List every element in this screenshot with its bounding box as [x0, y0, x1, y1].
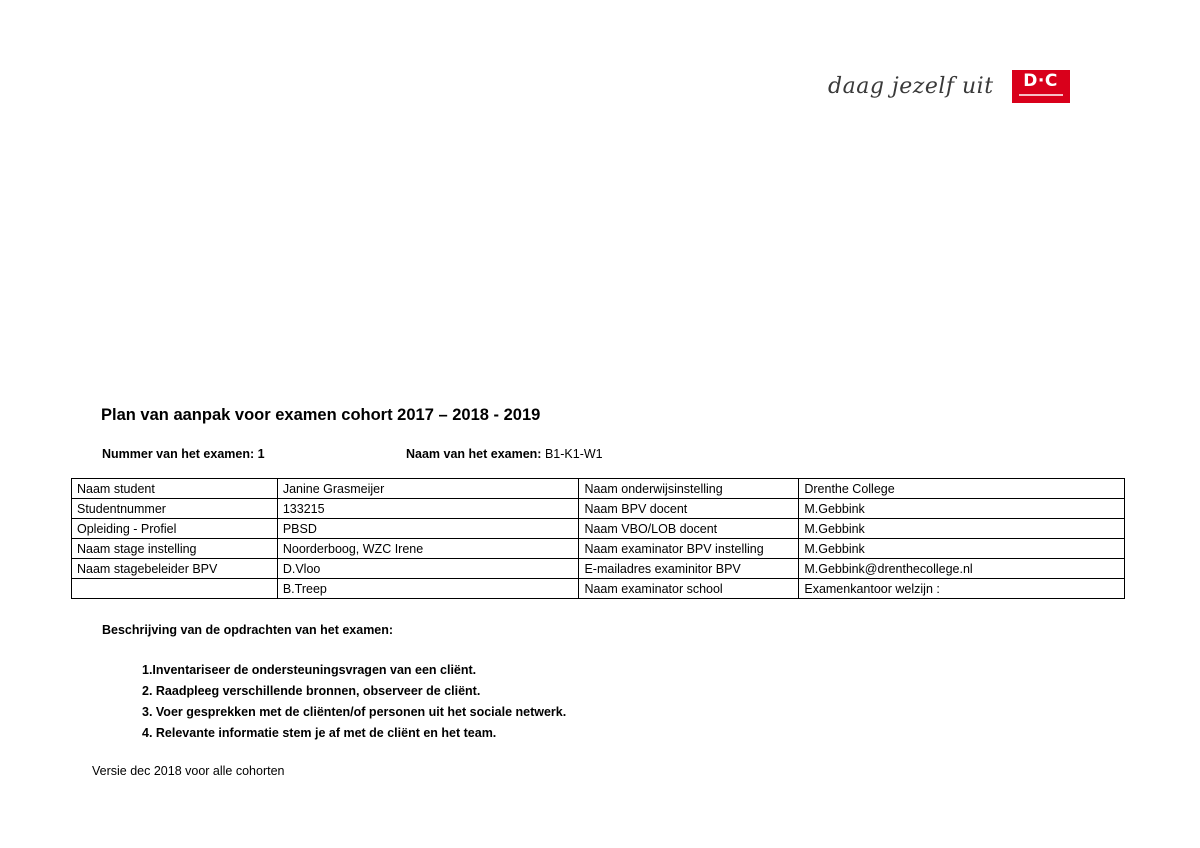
- task-list: [142, 661, 566, 745]
- logo-subline: [1019, 94, 1063, 96]
- table-cell: [72, 579, 278, 599]
- table-row: [72, 479, 1125, 499]
- table-cell: Naam stage instelling: [72, 539, 278, 559]
- header-logo: [828, 70, 1070, 103]
- table-cell: Naam VBO/LOB docent: [579, 519, 799, 539]
- version-note: Versie dec 2018 voor alle cohorten: [92, 764, 285, 778]
- table-row: [72, 579, 1125, 599]
- table-cell: Naam student: [72, 479, 278, 499]
- table-row: [72, 539, 1125, 559]
- logo-text: D·C: [1023, 71, 1058, 91]
- table-cell: 133215: [277, 499, 579, 519]
- table-cell: M.Gebbink: [799, 519, 1125, 539]
- table-cell: PBSD: [277, 519, 579, 539]
- list-item: 1.Inventariseer de ondersteuningsvragen van een cliënt.: [142, 663, 477, 677]
- table-cell: Examenkantoor welzijn :: [799, 579, 1125, 599]
- table-cell: Naam examinator BPV instelling: [579, 539, 799, 559]
- exam-name-value: B1-K1-W1: [544, 447, 603, 461]
- exam-name-label: Naam van het examen:: [406, 447, 542, 461]
- table-cell: M.Gebbink: [799, 499, 1125, 519]
- table-cell: Naam examinator school: [579, 579, 799, 599]
- table-cell: Studentnummer: [72, 499, 278, 519]
- table-cell: Naam onderwijsinstelling: [579, 479, 799, 499]
- table-cell: M.Gebbink@drenthecollege.nl: [799, 559, 1125, 579]
- list-item: 4. Relevante informatie stem je af met de cliënt en het team.: [142, 726, 497, 740]
- table-cell: M.Gebbink: [799, 539, 1125, 559]
- table-cell: D.Vloo: [277, 559, 579, 579]
- document-title: Plan van aanpak voor examen cohort 2017 – 2018 - 2019: [101, 406, 541, 424]
- list-item: 2. Raadpleeg verschillende bronnen, observeer de cliënt.: [142, 684, 481, 698]
- exam-number-label: Nummer van het examen: 1: [102, 447, 265, 461]
- table-cell: Noorderboog, WZC Irene: [277, 539, 579, 559]
- table-cell: Naam stagebeleider BPV: [72, 559, 278, 579]
- table-cell: Drenthe College: [799, 479, 1125, 499]
- exam-number: [102, 447, 265, 461]
- description-heading: Beschrijving van de opdrachten van het examen:: [102, 623, 394, 637]
- tagline: daag jezelf uit: [828, 74, 994, 99]
- table-cell: B.Treep: [277, 579, 579, 599]
- table-row: [72, 519, 1125, 539]
- drenthe-college-logo: [1012, 70, 1070, 103]
- table-cell: Janine Grasmeijer: [277, 479, 579, 499]
- table-row: [72, 559, 1125, 579]
- exam-name: [406, 447, 603, 461]
- table-cell: E-mailadres examinitor BPV: [579, 559, 799, 579]
- table-row: [72, 499, 1125, 519]
- list-item: 3. Voer gesprekken met de cliënten/of personen uit het sociale netwerk.: [142, 705, 567, 719]
- table-cell: Naam BPV docent: [579, 499, 799, 519]
- table-cell: Opleiding - Profiel: [72, 519, 278, 539]
- student-info-table: [71, 478, 1125, 599]
